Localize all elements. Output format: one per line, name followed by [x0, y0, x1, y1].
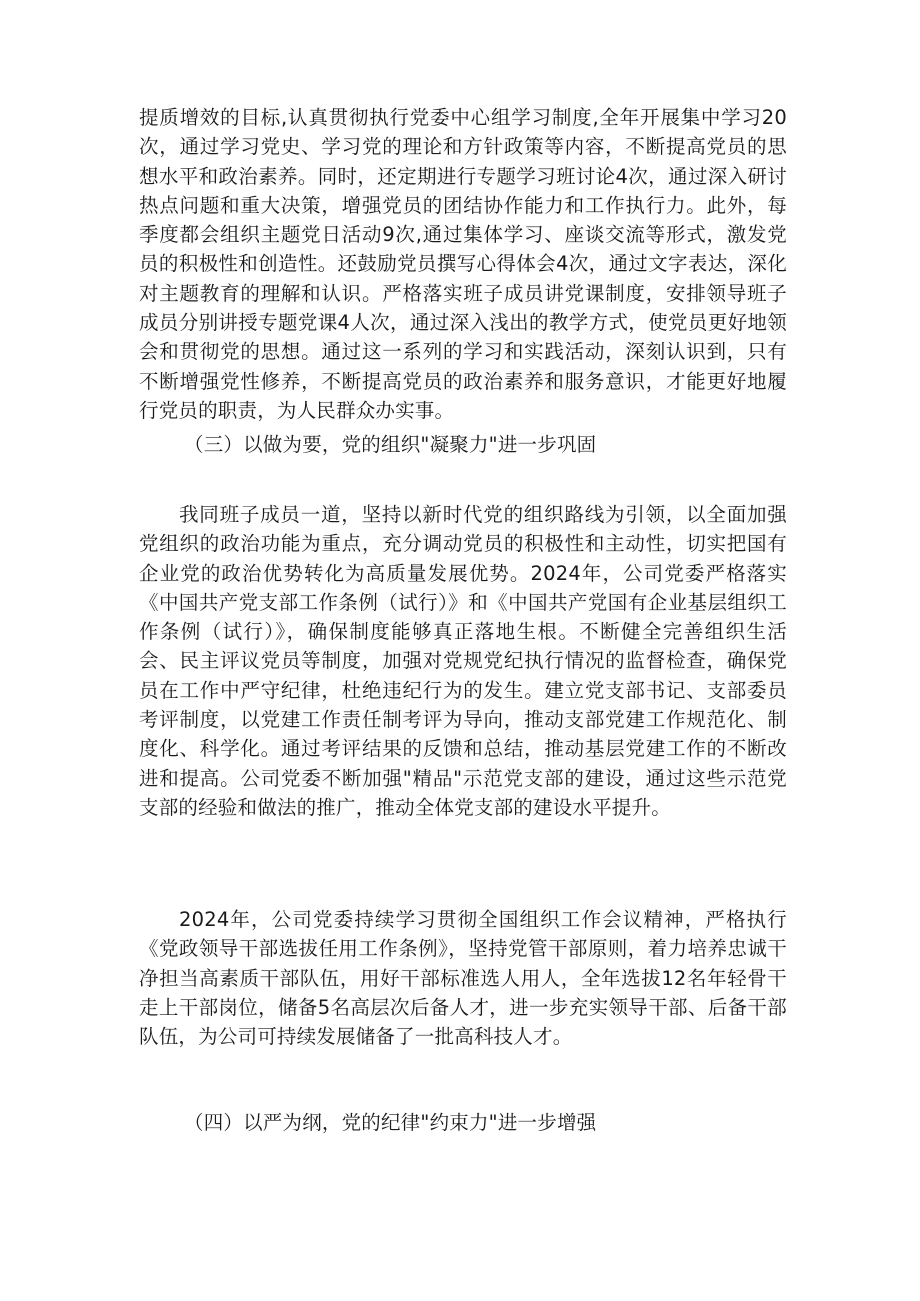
section-heading-4: （四）以严为纲，党的纪律"约束力"进一步增强 — [184, 1111, 597, 1134]
paragraph-organization: 我同班子成员一道，坚持以新时代党的组织路线为引领，以全面加强党组织的政治功能为重点，充分调动党员的积极性和主动性，切实把国有企业党的政治优势转化为高质量发展优势。2024年，公司党委严格落实《中国共产党支部工作条例（试行）》和《中国共产党国有企业基层组织工作条例（试行）》，确保制度能够真正落地生根。不断健全完善组织生活会、民主评议党员等制度，加强对党规党纪执行情况的监督检查，确保党员在工作中严守纪律，杜绝违纪行为的发生。建立党支部书记、支部委员考评制度，以党建工作责任制考评为导向，推动支部党建工作规范化、制度化、科学化。通过考评结果的反馈和总结，推动基层党建工作的不断改进和提高。公司党委不断加强"精品"示范党支部的建设，通过这些示范党支部的经验和做法的推广，推动全体党支部的建设水平提升。 — [139, 503, 787, 819]
paragraph-cadre-selection: 2024年，公司党委持续学习贯彻全国组织工作会议精神，严格执行《党政领导干部选拔任用工作条例》，坚持党管干部原则，着力培养忠诚干净担当高素质干部队伍，用好干部标准选人用人，全年选拔12名年轻骨干走上干部岗位，储备5名高层次后备人才，进一步充实领导干部、后备干部队伍，为公司可持续发展储备了一批高科技人才。 — [139, 908, 787, 1049]
paragraph-study-activities: 提质增效的目标,认真贯彻执行党委中心组学习制度,全年开展集中学习20次，通过学习党史、学习党的理论和方针政策等内容，不断提高党员的思想水平和政治素养。同时，还定期进行专题学习班讨论4次，通过深入研讨热点问题和重大决策，增强党员的团结协作能力和工作执行力。此外，每季度都会组织主题党日活动9次,通过集体学习、座谈交流等形式，激发党员的积极性和创造性。还鼓励党员撰写心得体会4次，通过文字表达，深化对主题教育的理解和认识。严格落实班子成员讲党课制度，安排领导班子成员分别讲授专题党课4人次，通过深入浅出的教学方式，使党员更好地领会和贯彻党的思想。通过这一系列的学习和实践活动，深刻认识到，只有不断增强党性修养，不断提高党员的政治素养和服务意识，才能更好地履行党员的职责，为人民群众办实事。 — [139, 106, 787, 422]
section-heading-3: （三）以做为要，党的组织"凝聚力"进一步巩固 — [184, 433, 597, 456]
